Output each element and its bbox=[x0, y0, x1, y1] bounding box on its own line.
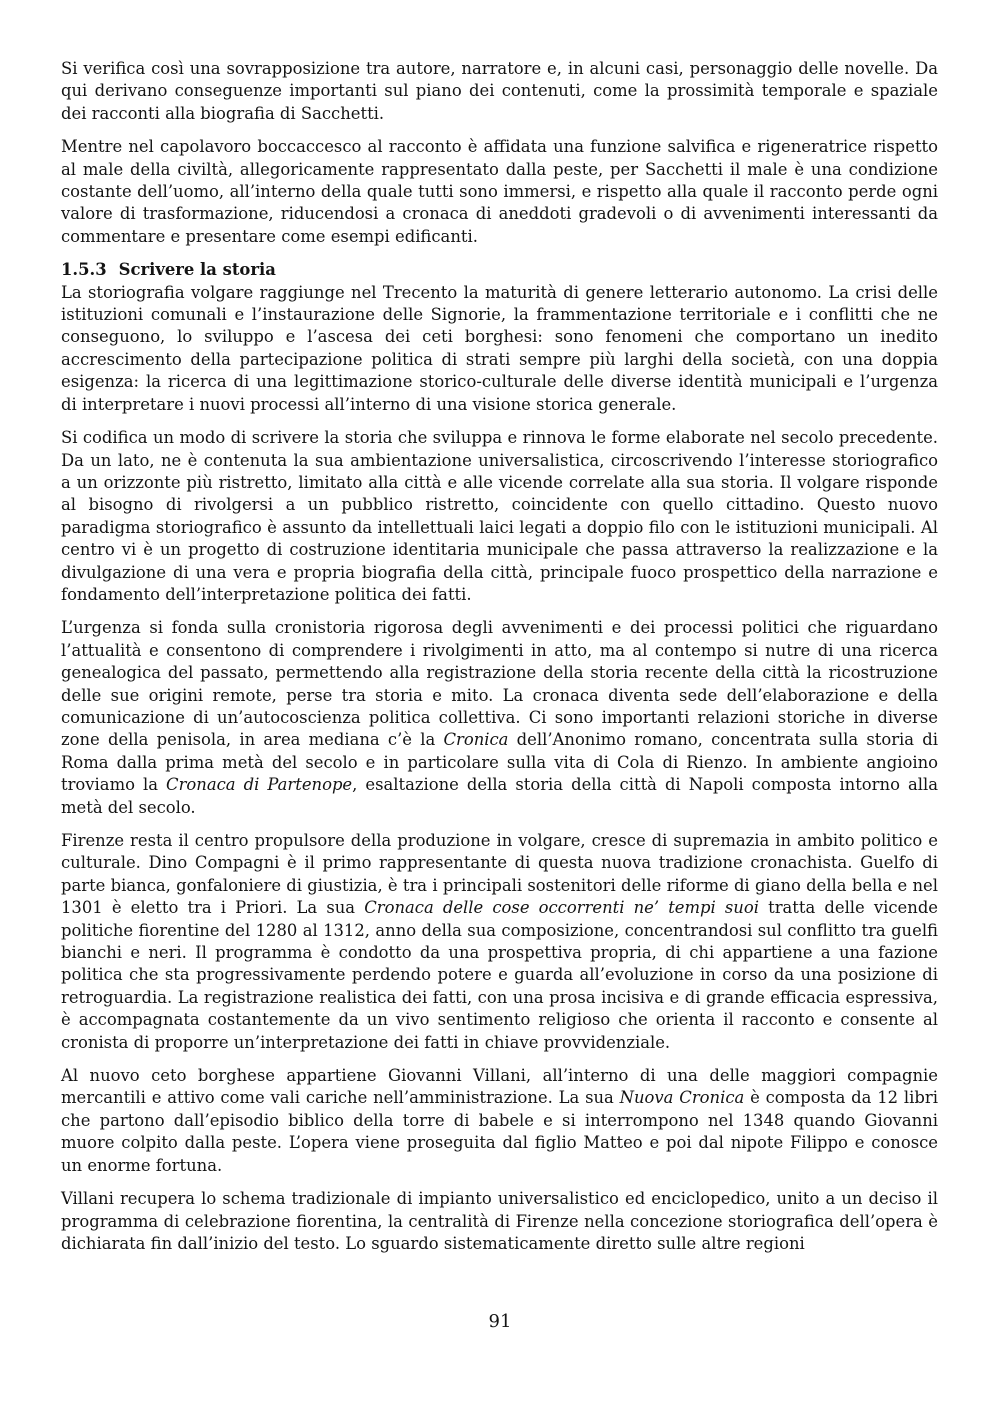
paragraph-text: Firenze resta il centro propulsore della produzione in volgare, cresce di supremazia in ambito politico e culturale. Dino Compagni è il primo rappresentante di questa nuova tradizione cronachista. Guelfo di parte bianca, gonfaloniere di giustizia, è tra i principali sostenitori delle riforme di giano della bella e nel 1301 è eletto tra i Priori. La sua bbox=[61, 831, 938, 918]
page-number: 91 bbox=[488, 1311, 512, 1332]
body-paragraph bbox=[61, 830, 938, 1054]
work-title-italic: Cronaca di Partenope bbox=[166, 775, 353, 795]
paragraph-text: Si verifica così una sovrapposizione tra autore, narratore e, in alcuni casi, personaggio delle novelle. Da qui derivano conseguenze importanti sul piano dei contenuti, come la prossimità temporale e spaziale dei racconti alla biografia di Sacchetti. bbox=[61, 59, 938, 123]
body-paragraph bbox=[61, 1065, 938, 1177]
body-paragraph bbox=[61, 136, 938, 248]
section-heading bbox=[61, 259, 938, 281]
paragraphs-after-section bbox=[61, 282, 938, 1256]
paragraph-text: La storiografia volgare raggiunge nel Trecento la maturità di genere letterario autonomo. La crisi delle istituzioni comunali e l’instaurazione delle Signorie, la frammentazione territoriale e i conflitti che ne conseguono, lo sviluppo e l’ascesa dei ceti borghesi: sono fenomeni che comportano un inedito accrescimento della partecipazione politica di strati sempre più larghi della società, con una doppia esigenza: la ricerca di una legittimazione storico-culturale delle diverse identità municipali e l’urgenza di interpretare i nuovi processi all’interno di una visione storica generale. bbox=[61, 282, 938, 414]
paragraph-text: tratta delle vicende politiche fiorentine del 1280 al 1312, anno della sua composizione, concentrandosi sul conflitto tra guelfi bianchi e neri. Il programma è condotto da una prospettiva propria, di chi appartiene a una fazione politica che sta progressivamente perdendo potere e guarda all’evoluzione in corso da una posizione di retroguardia. La registrazione realistica dei fatti, con una prosa incisiva e di grande efficacia espressiva, è accompagnata costantemente da un vivo sentimento religioso che orienta il racconto e consente al cronista di proporre un’interpretazione dei fatti in chiave provvidenziale. bbox=[61, 898, 939, 1052]
paragraph-text: è composta da 12 libri che partono dall’episodio biblico della torre di babele e si interrompono nel 1348 quando Giovanni muore colpito dalla peste. L’opera viene proseguita dal figlio Matteo e poi dal nipote Filippo e conosce un enorme fortuna. bbox=[61, 1088, 938, 1175]
paragraph-text: , esaltazione della storia della città di Napoli composta intorno alla metà del secolo. bbox=[61, 775, 938, 817]
paragraph-text: Villani recupera lo schema tradizionale di impianto universalistico ed enciclopedico, unito a un deciso il programma di celebrazione fiorentina, la centralità di Firenze nella concezione storiografica dell’opera è dichiarata fin dall’inizio del testo. Lo sguardo sistematicamente diretto sulle altre regioni bbox=[61, 1189, 938, 1253]
paragraph-text: L’urgenza si fonda sulla cronistoria rigorosa degli avvenimenti e dei processi politici che riguardano l’attualità e consentono di comprendere i rivolgimenti in atto, ma al contempo si nutre di una ricerca genealogica del passato, permettendo alla registrazione della storia recente della città la ricostruzione delle sue origini remote, perse tra storia e mito. La cronaca diventa sede dell’elaborazione e della comunicazione di un’autocoscienza politica collettiva. Ci sono importanti relazioni storiche in diverse zone della penisola, in area mediana c’è la bbox=[61, 618, 938, 750]
paragraph-text: dell’Anonimo romano, concentrata sulla storia di Roma dalla prima metà del secolo e in particolare sulla vita di Cola di Rienzo. In ambiente angioino troviamo la bbox=[61, 730, 938, 795]
section-number: 1.5.3 bbox=[61, 260, 107, 280]
paragraph-text: Al nuovo ceto borghese appartiene Giovanni Villani, all’interno di una delle maggiori compagnie mercantili e attivo come vali cariche nell’amministrazione. La sua bbox=[61, 1066, 938, 1108]
page-body bbox=[61, 58, 938, 1266]
body-paragraph bbox=[61, 282, 938, 416]
paragraph-text: Si codifica un modo di scrivere la storia che sviluppa e rinnova le forme elaborate nel secolo precedente. Da un lato, ne è contenuta la sua ambientazione universalistica, circoscrivendo l’interesse storiografico a un orizzonte più ristretto, limitato alla città e alle vicende correlate alla sua storia. Il volgare risponde al bisogno di rivolgersi a un pubblico ristretto, coincidente con quello cittadino. Questo nuovo paradigma storiografico è assunto da intellettuali laici legati a doppio filo con le istituzioni municipali. Al centro vi è un progetto di costruzione identitaria municipale che passa attraverso la realizzazione e la divulgazione di una vera e propria biografia della città, principale fuoco prospettico della narrazione e fondamento dell’interpretazione politica dei fatti. bbox=[61, 428, 938, 604]
body-paragraph bbox=[61, 617, 938, 819]
body-paragraph bbox=[61, 1188, 938, 1255]
section-title: Scrivere la storia bbox=[118, 260, 276, 280]
work-title-italic: Cronaca delle cose occorrenti ne’ tempi suoi bbox=[364, 898, 759, 918]
work-title-italic: Cronica bbox=[443, 730, 509, 750]
work-title-italic: Nuova Cronica bbox=[619, 1088, 745, 1108]
paragraph-text: Mentre nel capolavoro boccaccesco al racconto è affidata una funzione salvifica e rigeneratrice rispetto al male della civiltà, allegoricamente rappresentato dalla peste, per Sacchetti il male è una condizione costante dell’uomo, all’interno della quale tutti sono immersi, e rispetto alla quale il racconto perde ogni valore di trasformazione, riducendosi a cronaca di aneddoti gradevoli o di avvenimenti interessanti da commentare e presentare come esempi edificanti. bbox=[61, 137, 938, 246]
paragraphs-before-section bbox=[61, 58, 938, 248]
body-paragraph bbox=[61, 427, 938, 606]
body-paragraph bbox=[61, 58, 938, 125]
